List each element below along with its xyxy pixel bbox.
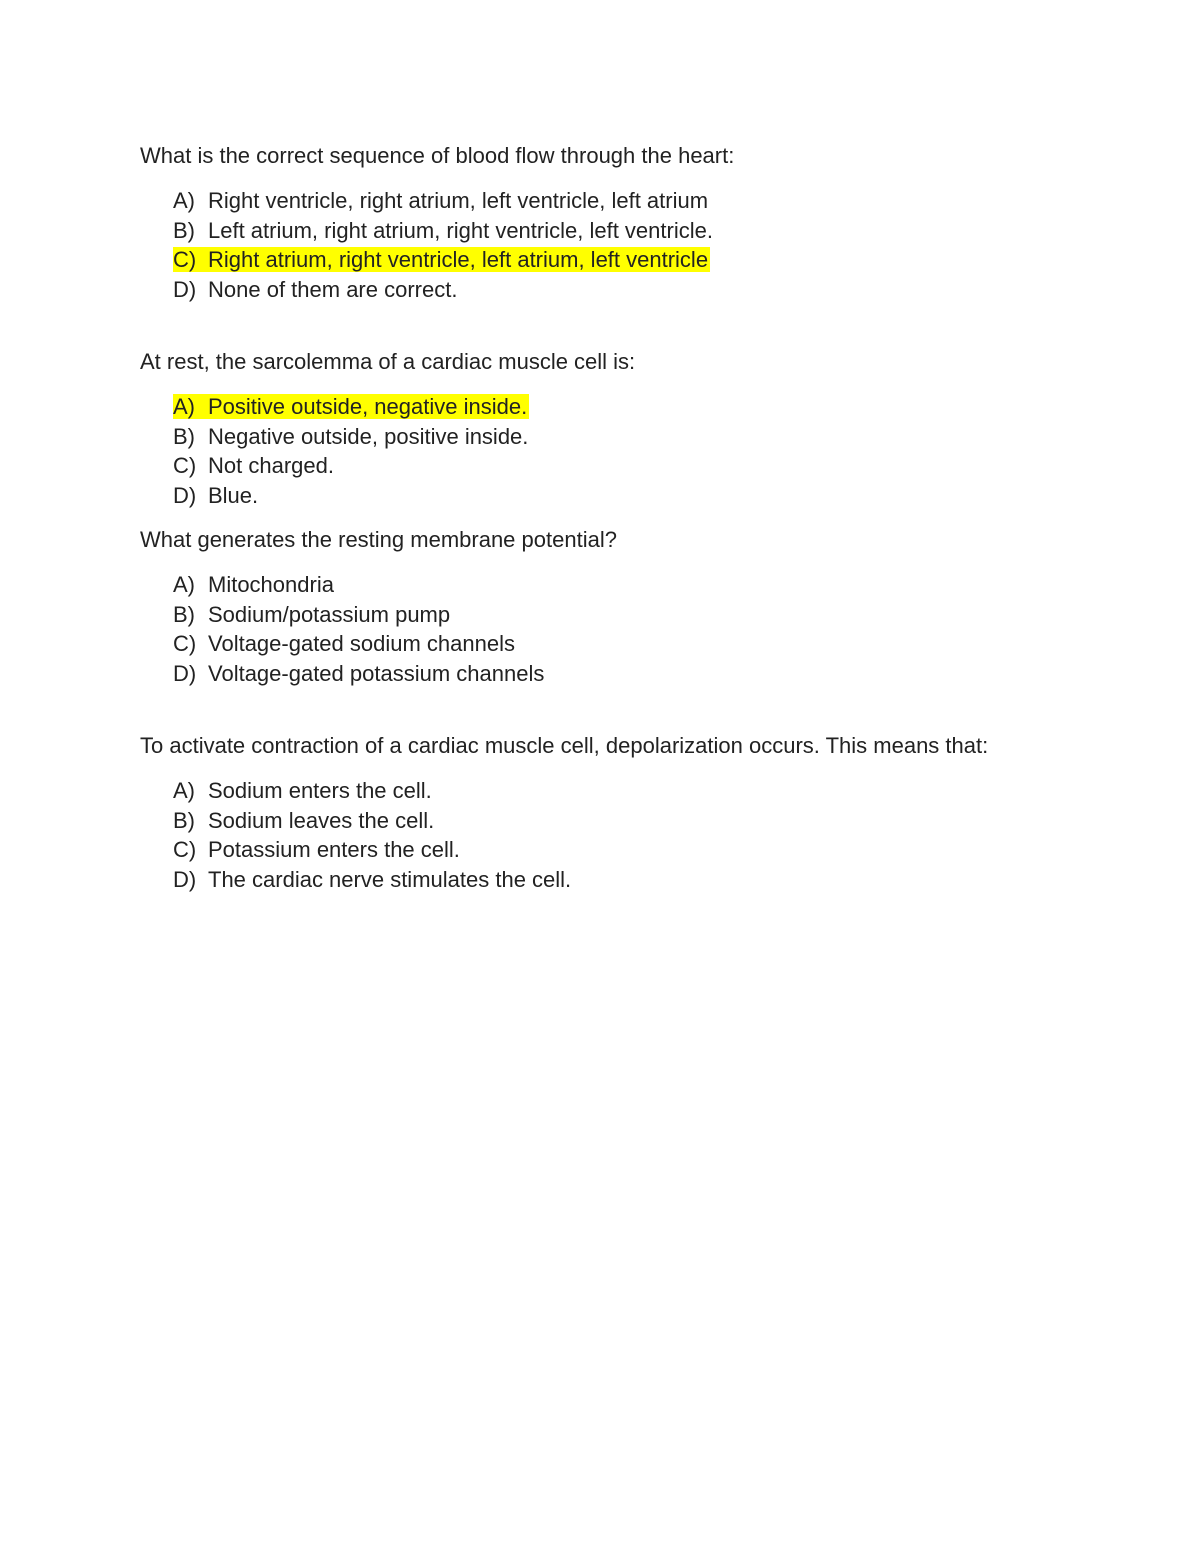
option-letter: C) xyxy=(173,631,197,656)
option-highlight xyxy=(173,631,517,656)
option-a xyxy=(140,776,1140,806)
option-a xyxy=(140,186,1140,216)
option-letter: A) xyxy=(173,394,195,419)
question-text: At rest, the sarcolemma of a cardiac muscle cell is: xyxy=(140,349,636,374)
option-text: Mitochondria xyxy=(208,572,334,597)
option-a xyxy=(140,570,1140,600)
option-letter: A) xyxy=(173,188,195,213)
option-text: Sodium leaves the cell. xyxy=(208,807,435,833)
option-d xyxy=(140,865,1140,895)
option-letter: D) xyxy=(173,866,197,892)
option-letter: D) xyxy=(173,482,197,508)
option-text: None of them are correct. xyxy=(208,276,458,302)
option-highlight xyxy=(173,572,336,597)
option-letter: D) xyxy=(173,660,197,686)
option-highlight xyxy=(173,867,573,892)
option-letter: B) xyxy=(173,807,195,833)
option-letter: B) xyxy=(173,423,195,449)
option-highlight xyxy=(173,602,452,627)
option-b xyxy=(140,216,1140,246)
option-c xyxy=(140,629,1140,659)
option-d xyxy=(140,275,1140,305)
option-list xyxy=(140,186,1140,304)
option-highlight xyxy=(173,778,434,803)
option-text: Sodium/potassium pump xyxy=(208,601,451,627)
option-text: Negative outside, positive inside. xyxy=(208,423,529,449)
option-highlight xyxy=(173,394,529,419)
option-text: Voltage-gated sodium channels xyxy=(208,631,515,656)
option-a xyxy=(140,392,1140,422)
option-b xyxy=(140,600,1140,630)
option-text: Blue. xyxy=(208,482,259,508)
option-letter: C) xyxy=(173,453,197,478)
option-letter: C) xyxy=(173,247,197,272)
option-highlight xyxy=(173,661,546,686)
option-list xyxy=(140,776,1140,894)
option-c xyxy=(140,451,1140,481)
option-highlight xyxy=(173,247,710,272)
option-c xyxy=(140,245,1140,275)
option-highlight xyxy=(173,453,336,478)
option-highlight xyxy=(173,483,260,508)
option-highlight xyxy=(173,808,436,833)
option-letter: D) xyxy=(173,276,197,302)
question-text: What generates the resting membrane potential? xyxy=(140,527,617,552)
question-text: What is the correct sequence of blood flow through the heart: xyxy=(140,143,735,168)
question-2 xyxy=(140,347,1140,510)
option-highlight xyxy=(173,837,462,862)
question-3 xyxy=(140,525,1140,688)
option-letter: B) xyxy=(173,217,195,243)
option-highlight xyxy=(173,188,710,213)
option-text: Not charged. xyxy=(208,453,334,478)
option-letter: B) xyxy=(173,601,195,627)
option-b xyxy=(140,806,1140,836)
option-c xyxy=(140,835,1140,865)
option-text: Voltage-gated potassium channels xyxy=(208,660,545,686)
option-text: Right ventricle, right atrium, left ventricle, left atrium xyxy=(208,188,709,213)
option-text: The cardiac nerve stimulates the cell. xyxy=(208,866,572,892)
option-text: Potassium enters the cell. xyxy=(208,837,460,862)
option-text: Positive outside, negative inside. xyxy=(208,394,528,419)
question-1 xyxy=(140,141,1140,304)
question-text: To activate contraction of a cardiac muscle cell, depolarization occurs. This means that: xyxy=(140,733,989,758)
option-highlight xyxy=(173,218,715,243)
option-list xyxy=(140,392,1140,510)
option-list xyxy=(140,570,1140,688)
option-text: Left atrium, right atrium, right ventricle, left ventricle. xyxy=(208,217,713,243)
option-b xyxy=(140,422,1140,452)
option-text: Sodium enters the cell. xyxy=(208,778,432,803)
option-highlight xyxy=(173,277,459,302)
option-letter: A) xyxy=(173,778,195,803)
option-highlight xyxy=(173,424,530,449)
option-text: Right atrium, right ventricle, left atrium, left ventricle xyxy=(208,247,709,272)
option-d xyxy=(140,659,1140,689)
question-4 xyxy=(140,731,1140,894)
option-letter: A) xyxy=(173,572,195,597)
option-d xyxy=(140,481,1140,511)
option-letter: C) xyxy=(173,837,197,862)
